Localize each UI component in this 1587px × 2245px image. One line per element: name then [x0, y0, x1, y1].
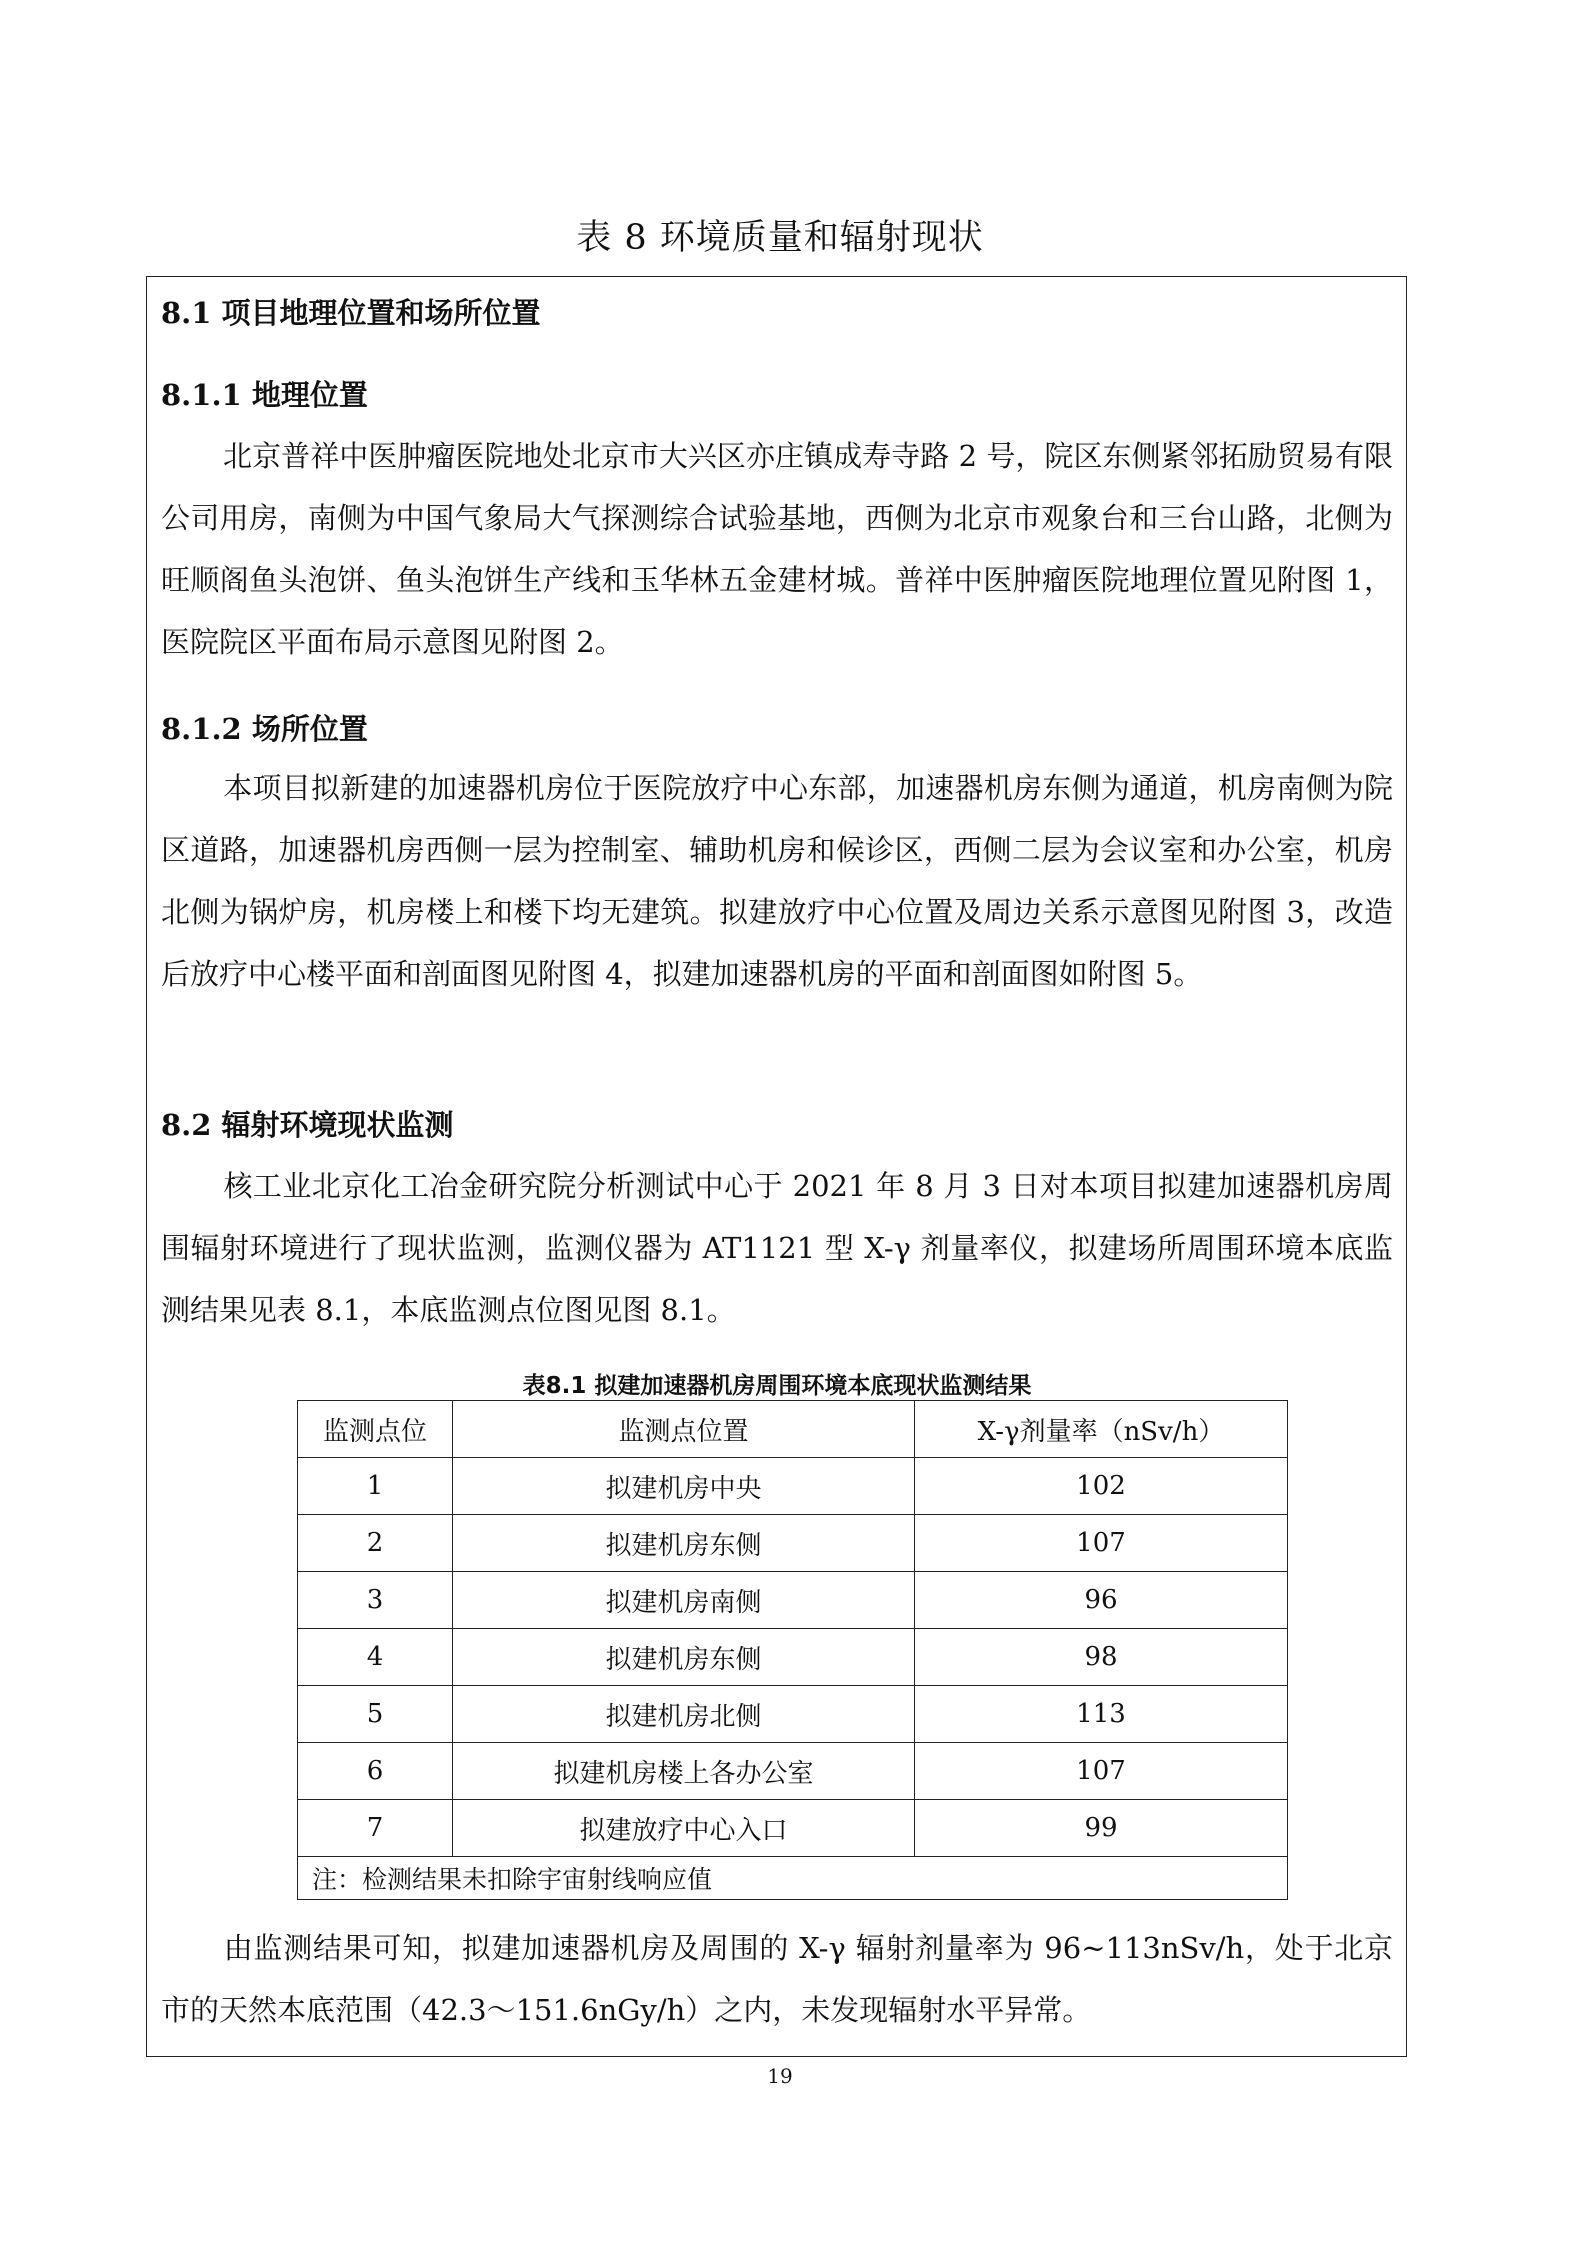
table-row: [298, 1743, 1288, 1800]
page-number: 19: [767, 2064, 793, 2088]
heading-8-1-1: 8.1.1 地理位置: [161, 378, 368, 412]
cell-point: 7: [298, 1800, 453, 1857]
cell-point: 4: [298, 1629, 453, 1686]
heading-8-1: 8.1 项目地理位置和场所位置: [161, 296, 541, 330]
cell-location: 拟建机房北侧: [453, 1686, 915, 1743]
paragraph-monitoring: [161, 1155, 1393, 1341]
paragraph-monitoring-text: 核工业北京化工冶金研究院分析测试中心于 2021 年 8 月 3 日对本项目拟建加速器机房周围辐射环境进行了现状监测，监测仪器为 AT1121 型 X-γ 剂量率仪，拟建场所周围环境本底监测结果见表 8.1，本底监测点位图见图 8.1。: [161, 1169, 1393, 1327]
header-point: 监测点位: [298, 1401, 453, 1458]
paragraph-conclusion-text: 由监测结果可知，拟建加速器机房及周围的 X-γ 辐射剂量率为 96~113nSv/h，处于北京市的天然本底范围（42.3～151.6nGy/h）之内，未发现辐射水平异常。: [161, 1931, 1393, 2027]
page-title: 表 8 环境质量和辐射现状: [576, 218, 984, 258]
cell-dose-rate: 113: [915, 1686, 1288, 1743]
paragraph-site-location: [161, 757, 1393, 1005]
table-caption: 表8.1 拟建加速器机房周围环境本底现状监测结果: [522, 1373, 1032, 1399]
cell-dose-rate: 96: [915, 1572, 1288, 1629]
table-row: [298, 1629, 1288, 1686]
table-row: [298, 1572, 1288, 1629]
paragraph-site-location-text: 本项目拟新建的加速器机房位于医院放疗中心东部，加速器机房东侧为通道，机房南侧为院区道路，加速器机房西侧一层为控制室、辅助机房和候诊区，西侧二层为会议室和办公室，机房北侧为锅炉房，机房楼上和楼下均无建筑。拟建放疗中心位置及周边关系示意图见附图 3，改造后放疗中心楼平面和剖面图见附图 4，拟建加速器机房的平面和剖面图如附图 5。: [161, 771, 1393, 991]
paragraph-geo-location-text: 北京普祥中医肿瘤医院地处北京市大兴区亦庄镇成寿寺路 2 号，院区东侧紧邻拓励贸易有限公司用房，南侧为中国气象局大气探测综合试验基地，西侧为北京市观象台和三台山路，北侧为旺顺阁鱼头泡饼、鱼头泡饼生产线和玉华林五金建材城。普祥中医肿瘤医院地理位置见附图 1，医院院区平面布局示意图见附图 2。: [161, 439, 1393, 659]
cell-point: 6: [298, 1743, 453, 1800]
monitoring-results-table: [297, 1400, 1288, 1900]
cell-location: 拟建机房中央: [453, 1458, 915, 1515]
cell-location: 拟建机房楼上各办公室: [453, 1743, 915, 1800]
table-row: [298, 1800, 1288, 1857]
header-dose-rate: X-γ剂量率（nSv/h）: [915, 1401, 1288, 1458]
paragraph-geo-location: [161, 425, 1393, 673]
table-note-row: [298, 1857, 1288, 1900]
header-location: 监测点位置: [453, 1401, 915, 1458]
paragraph-conclusion: [161, 1917, 1393, 2041]
table-note: 注：检测结果未扣除宇宙射线响应值: [298, 1857, 1288, 1900]
cell-point: 5: [298, 1686, 453, 1743]
cell-location: 拟建机房东侧: [453, 1629, 915, 1686]
cell-point: 3: [298, 1572, 453, 1629]
content-frame: [146, 276, 1407, 2057]
cell-dose-rate: 107: [915, 1743, 1288, 1800]
table-row: [298, 1686, 1288, 1743]
cell-dose-rate: 99: [915, 1800, 1288, 1857]
cell-point: 1: [298, 1458, 453, 1515]
cell-location: 拟建放疗中心入口: [453, 1800, 915, 1857]
cell-dose-rate: 107: [915, 1515, 1288, 1572]
cell-point: 2: [298, 1515, 453, 1572]
cell-location: 拟建机房南侧: [453, 1572, 915, 1629]
table-header-row: [298, 1401, 1288, 1458]
cell-dose-rate: 102: [915, 1458, 1288, 1515]
heading-8-1-2: 8.1.2 场所位置: [161, 712, 368, 746]
table-row: [298, 1515, 1288, 1572]
heading-8-2: 8.2 辐射环境现状监测: [161, 1108, 454, 1142]
cell-location: 拟建机房东侧: [453, 1515, 915, 1572]
cell-dose-rate: 98: [915, 1629, 1288, 1686]
table-row: [298, 1458, 1288, 1515]
